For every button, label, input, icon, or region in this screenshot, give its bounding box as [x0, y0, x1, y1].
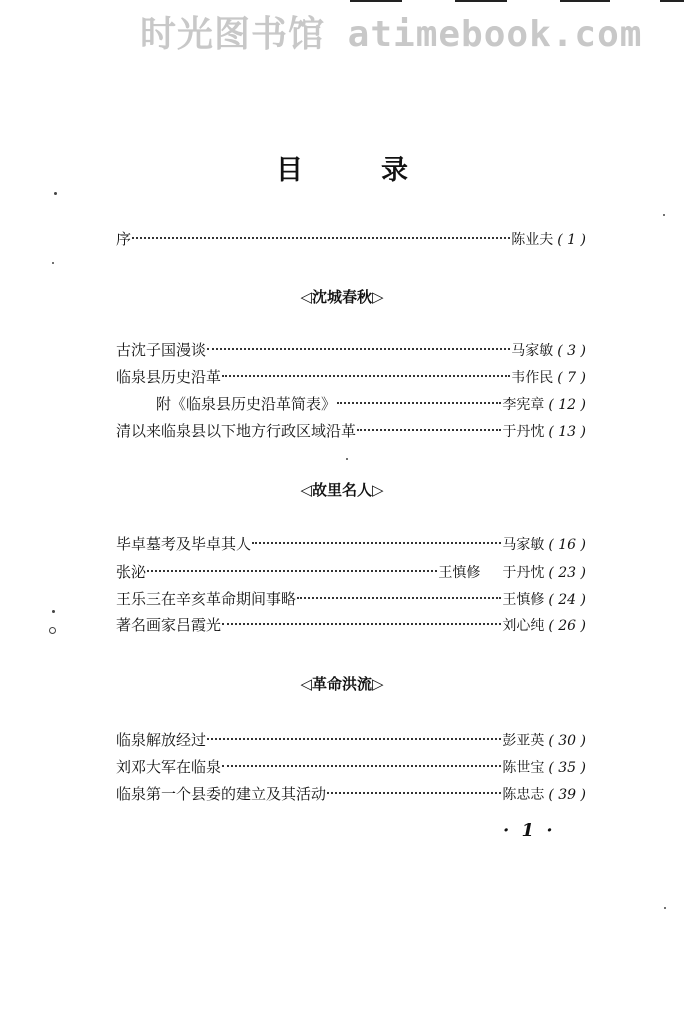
section-heading: ◁革命洪流▷	[300, 675, 384, 693]
leader-dots	[207, 347, 510, 350]
entry-title: 临泉县历史沿革	[116, 368, 222, 386]
entry-title: 刘邓大军在临泉	[116, 758, 222, 776]
leader-dots	[252, 541, 501, 544]
entry-page: ( 13 )	[548, 424, 586, 440]
toc-entry[interactable]	[116, 784, 586, 804]
entry-title: 序	[116, 230, 132, 248]
entry-page: ( 16 )	[548, 537, 586, 553]
toc-entry[interactable]	[116, 615, 586, 635]
entry-author: 陈业夫	[511, 232, 554, 248]
entry-author: 韦作民	[511, 370, 554, 386]
page-title: 目录	[276, 155, 486, 186]
entry-author: 刘心纯	[502, 618, 545, 634]
leader-dots	[297, 596, 501, 599]
entry-author: 彭亚英	[502, 733, 545, 749]
toc-entry[interactable]	[116, 562, 586, 582]
scan-speck	[664, 907, 666, 909]
entry-author: 马家敏	[511, 343, 554, 359]
toc-entry[interactable]	[116, 730, 586, 750]
entry-page: ( 23 )	[548, 565, 586, 581]
scan-speck	[663, 214, 665, 216]
entry-page: ( 35 )	[548, 760, 586, 776]
scan-speck	[52, 262, 54, 264]
entry-page: ( 1 )	[557, 232, 586, 248]
toc-entry[interactable]	[116, 367, 586, 387]
leader-dots	[222, 374, 510, 377]
leader-dots	[147, 569, 437, 572]
entry-page: ( 7 )	[557, 370, 586, 386]
entry-author: 于丹忱	[502, 424, 545, 440]
entry-title: 张泌	[116, 563, 147, 581]
top-rule	[455, 0, 507, 2]
scan-speck	[54, 192, 57, 195]
entry-author: 马家敏	[502, 537, 545, 553]
entry-title: 临泉第一个县委的建立及其活动	[116, 785, 327, 803]
scan-speck	[346, 458, 348, 460]
entry-title: 著名画家吕霞光	[116, 616, 222, 634]
toc-entry[interactable]	[116, 534, 586, 554]
section-heading: ◁沈城春秋▷	[300, 288, 384, 306]
section-heading: ◁故里名人▷	[300, 481, 384, 499]
leader-dots	[222, 764, 501, 767]
toc-entry[interactable]	[116, 340, 586, 360]
entry-title: 毕卓墓考及毕卓其人	[116, 535, 252, 553]
watermark: 时光图书馆 atimebook.com	[140, 14, 643, 55]
page-number: · 1 ·	[503, 820, 556, 841]
entry-title: 临泉解放经过	[116, 731, 207, 749]
top-rule	[350, 0, 402, 2]
entry-author: 陈世宝	[502, 760, 545, 776]
leader-dots	[207, 737, 501, 740]
toc-entry[interactable]	[116, 421, 586, 441]
entry-page: ( 12 )	[548, 397, 586, 413]
entry-page: ( 24 )	[548, 592, 586, 608]
scan-speck	[52, 610, 55, 613]
entry-page: ( 26 )	[548, 618, 586, 634]
entry-title: 附《临泉县历史沿革简表》	[156, 395, 337, 413]
entry-title: 清以来临泉县以下地方行政区域沿革	[116, 422, 357, 440]
entry-author: 李宪章	[502, 397, 545, 413]
toc-entry[interactable]	[116, 757, 586, 777]
leader-dots	[357, 428, 501, 431]
leader-dots	[132, 236, 510, 239]
entry-author: 于丹忱	[502, 565, 545, 581]
top-rule	[660, 0, 684, 2]
entry-title: 古沈子国漫谈	[116, 341, 207, 359]
entry-author: 王慎修	[502, 592, 545, 608]
entry-page: ( 30 )	[548, 733, 586, 749]
leader-dots	[327, 791, 501, 794]
toc-entry[interactable]	[156, 394, 586, 414]
entry-author: 陈忠志	[502, 787, 545, 803]
entry-title: 王乐三在辛亥革命期间事略	[116, 590, 297, 608]
entry-page: ( 39 )	[548, 787, 586, 803]
entry-co-author: 王慎修	[438, 565, 481, 581]
toc-entry[interactable]	[116, 229, 586, 249]
scan-speck	[49, 627, 56, 634]
leader-dots	[222, 622, 501, 625]
entry-page: ( 3 )	[557, 343, 586, 359]
toc-entry[interactable]	[116, 589, 586, 609]
top-rule	[560, 0, 610, 2]
leader-dots	[337, 401, 501, 404]
